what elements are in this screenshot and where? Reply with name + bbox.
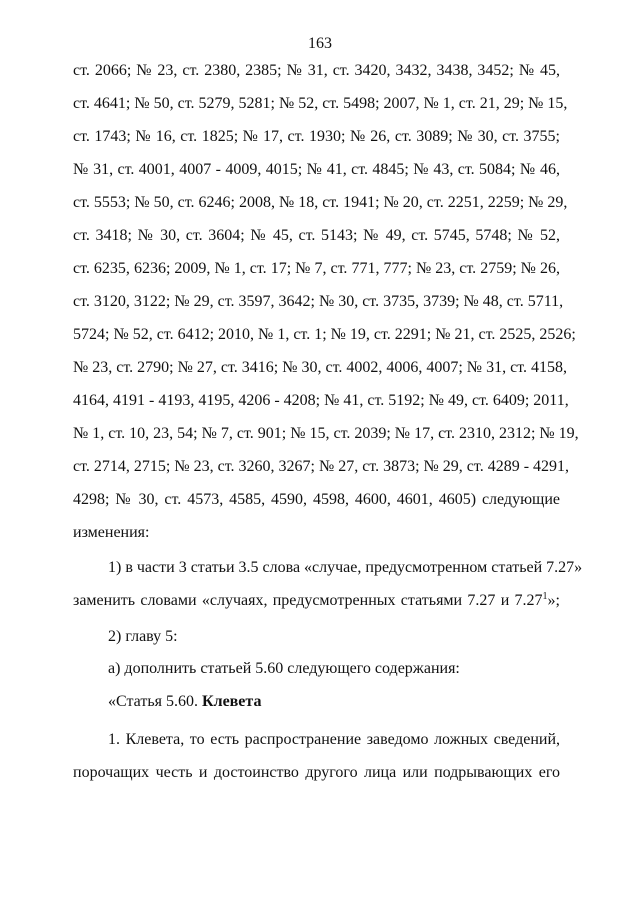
citation-line: ст. 1743; № 16, ст. 1825; № 17, ст. 1930; № 26, ст. 3089; № 30, ст. 3755; xyxy=(73,128,560,145)
amendment-item-1-text: заменить словами «случаях, предусмотренных статьями 7.27 и 7.27 xyxy=(73,592,543,609)
page-number: 163 xyxy=(308,35,332,52)
amendment-item-1-continuation xyxy=(73,591,560,611)
citation-line: № 1, ст. 10, 23, 54; № 7, ст. 901; № 15, ст. 2039; № 17, ст. 2310, 2312; № 19, xyxy=(73,425,579,442)
superscript: 1 xyxy=(542,591,548,602)
citation-line: ст. 6235, 6236; 2009, № 1, ст. 17; № 7, ст. 771, 777; № 23, ст. 2759; № 26, xyxy=(73,260,560,277)
amendment-item-1-end: »; xyxy=(547,592,560,609)
citation-line: ст. 2066; № 23, ст. 2380, 2385; № 31, ст. 3420, 3432, 3438, 3452; № 45, xyxy=(73,62,560,79)
citation-line: 4164, 4191 - 4193, 4195, 4206 - 4208; № 41, ст. 5192; № 49, ст. 6409; 2011, xyxy=(73,392,569,409)
citation-line: ст. 5553; № 50, ст. 6246; 2008, № 18, ст. 1941; № 20, ст. 2251, 2259; № 29, xyxy=(73,194,568,211)
citation-line: ст. 2714, 2715; № 23, ст. 3260, 3267; № 27, ст. 3873; № 29, ст. 4289 - 4291, xyxy=(73,458,570,475)
article-paragraph-1-line: порочащих честь и достоинство другого лица или подрывающих его xyxy=(73,764,560,781)
amendment-item-2a: а) дополнить статьей 5.60 следующего содержания: xyxy=(108,660,460,677)
citation-line: ст. 3418; № 30, ст. 3604; № 45, ст. 5143; № 49, ст. 5745, 5748; № 52, xyxy=(73,227,560,244)
amendment-item-1-line: 1) в части 3 статьи 3.5 слова «случае, предусмотренном статьей 7.27» xyxy=(108,559,583,576)
citation-line: № 23, ст. 2790; № 27, ст. 3416; № 30, ст. 4002, 4006, 4007; № 31, ст. 4158, xyxy=(73,359,567,376)
citation-line: № 31, ст. 4001, 4007 - 4009, 4015; № 41, ст. 4845; № 43, ст. 5084; № 46, xyxy=(73,161,560,178)
article-prefix: «Статья 5.60. xyxy=(108,693,202,710)
article-heading xyxy=(108,692,261,712)
citation-line: ст. 3120, 3122; № 29, ст. 3597, 3642; № 30, ст. 3735, 3739; № 48, ст. 5711, xyxy=(73,293,564,310)
amendment-item-2: 2) главу 5: xyxy=(108,628,178,645)
citation-line: 5724; № 52, ст. 6412; 2010, № 1, ст. 1; № 19, ст. 2291; № 21, ст. 2525, 2526; xyxy=(73,326,576,343)
citation-line: ст. 4641; № 50, ст. 5279, 5281; № 52, ст. 5498; 2007, № 1, ст. 21, 29; № 15, xyxy=(73,95,568,112)
citation-line: 4298; № 30, ст. 4573, 4585, 4590, 4598, 4600, 4601, 4605) следующие xyxy=(73,491,560,508)
article-paragraph-1-line: 1. Клевета, то есть распространение заведомо ложных сведений, xyxy=(108,731,560,748)
article-title: Клевета xyxy=(201,693,262,710)
citation-line: изменения: xyxy=(73,524,150,541)
